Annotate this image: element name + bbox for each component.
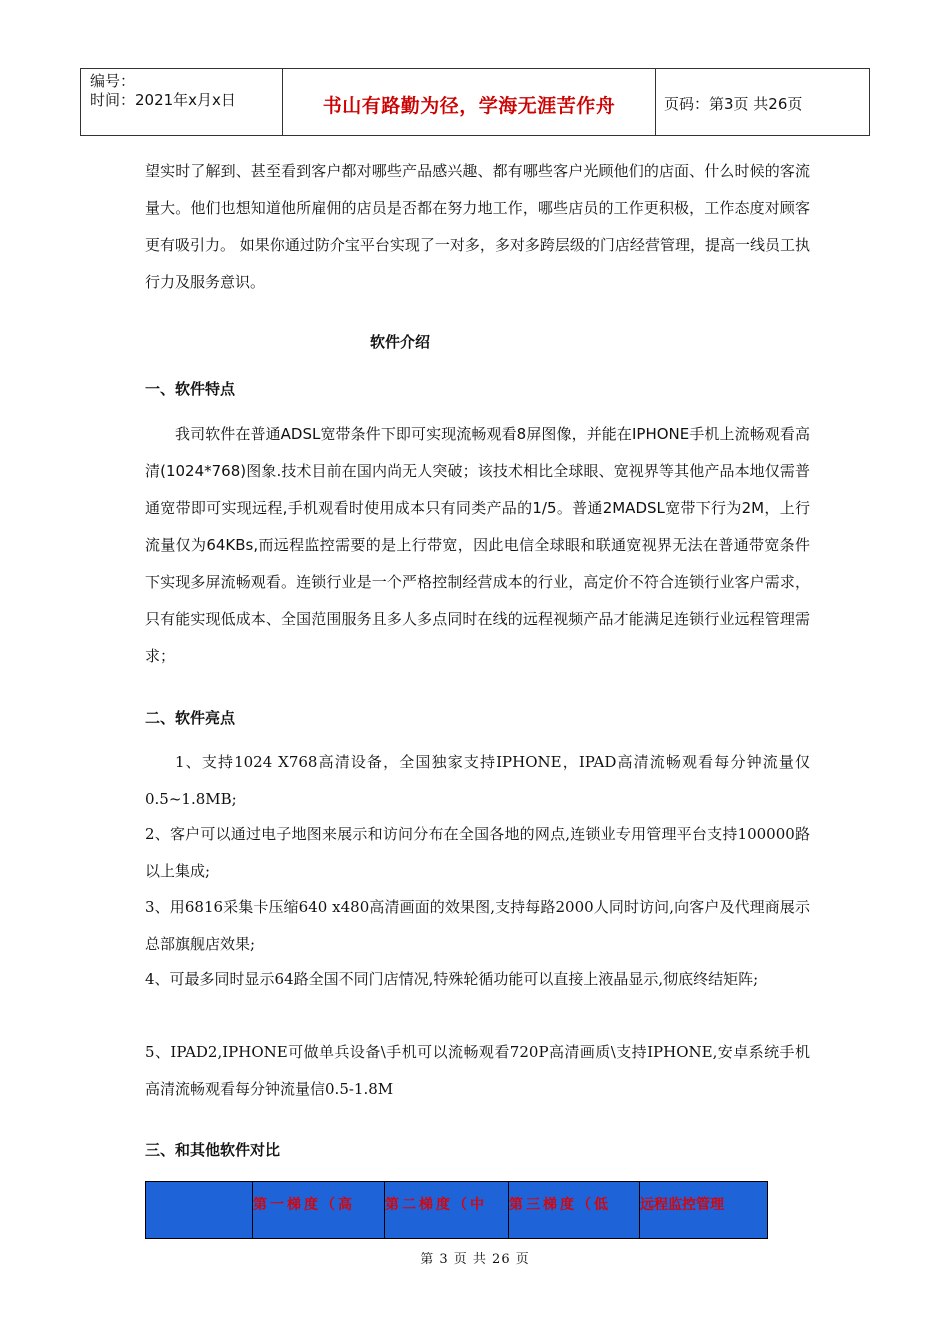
comparison-header-cell: 第三梯度（低 [509,1182,640,1239]
document-number-label: 编号： [90,72,136,90]
highlights-heading: 二、软件亮点 [145,709,236,727]
comparison-header-cell [146,1182,253,1239]
header-bottom-rule [80,135,870,136]
section-title: 软件介绍 [369,333,430,351]
intro-paragraph: 望实时了解到、甚至看到客户都对哪些产品感兴趣、都有哪些客户光顾他们的店面、什么时候的客流量大。他们也想知道他所雇佣的店员是否都在努力地工作，哪些店员的工作更积极，工作态度对顾客更有吸引力。 如果你通过防介宝平台实现了一对多，多对多跨层级的门店经营管理，提高一线员工执行力及服务意识。 [145,162,810,291]
header-top-rule [80,68,870,69]
header-divider [655,68,656,136]
comparison-table [145,1181,768,1239]
features-heading: 一、软件特点 [145,380,236,398]
features-paragraph: 我司软件在普通ADSL宽带条件下即可实现流畅观看8屏图像，并能在IPHONE手机上流畅观看高清(1024*768)图象.技术目前在国内尚无人突破；该技术相比全球眼、宽视界等其他产品本地仅需普通宽带即可实现远程,手机观看时使用成本只有同类产品的1/5。普通2MADSL宽带下行为2M，上行流量仅为64KBs,而远程监控需要的是上行带宽，因此电信全球眼和联通宽视界无法在普通带宽条件下实现多屏流畅观看。连锁行业是一个严格控制经营成本的行业，高定价不符合连锁行业客户需求，只有能实现低成本、全国范围服务且多人多点同时在线的远程视频产品才能满足连锁行业远程管理需求； [145,425,810,665]
highlight-item: 5、IPAD2,IPHONE可做单兵设备\手机可以流畅观看720P高清画质\支持IPHONE,安卓系统手机高清流畅观看每分钟流量信0.5-1.8M [145,1043,810,1098]
header-divider [869,68,870,136]
highlight-item: 1、支持1024 X768高清设备，全国独家支持IPHONE，IPAD高清流畅观看每分钟流量仅0.5~1.8MB; [145,753,810,808]
highlight-item: 4、可最多同时显示64路全国不同门店情况,特殊轮循功能可以直接上液晶显示,彻底终结矩阵; [145,970,759,988]
document-time-label: 时间：2021年x月x日 [90,91,236,109]
header-meta [90,72,236,110]
page-footer: 第 3 页 共 26 页 [420,1252,530,1267]
comparison-header-row [146,1182,768,1239]
comparison-header-cell: 第二梯度（中 [385,1182,509,1239]
comparison-heading: 三、和其他软件对比 [145,1141,281,1159]
header-page-info: 页码：第3页 共26页 [664,95,803,113]
highlight-item: 3、用6816采集卡压缩640 x480高清画面的效果图,支持每路2000人同时访问,向客户及代理商展示总部旗舰店效果; [145,898,810,953]
highlight-item: 2、客户可以通过电子地图来展示和访问分布在全国各地的网点,连锁业专用管理平台支持100000路以上集成; [145,825,810,880]
header-divider [80,68,81,136]
comparison-header-cell: 远程监控管理 [640,1182,768,1239]
comparison-header-cell: 第一梯度（高 [253,1182,385,1239]
header-motto: 书山有路勤为径，学海无涯苦作舟 [322,95,616,117]
